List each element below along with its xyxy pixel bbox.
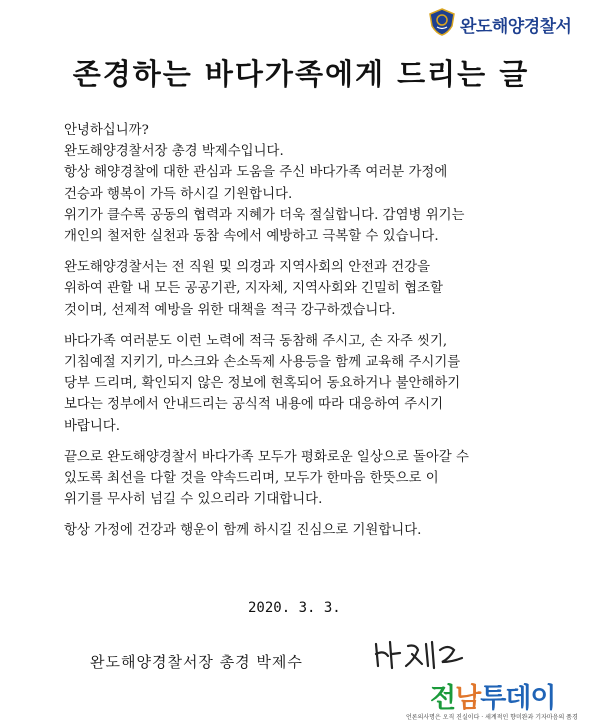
news-logo xyxy=(400,676,600,723)
logo-part-2: 남 xyxy=(455,683,481,714)
letter-date: 2020. 3. 3. xyxy=(248,600,341,616)
body-line: 항상 해양경찰에 대한 관심과 도움을 주신 바다가족 여러분 가정에 xyxy=(64,165,448,181)
paragraph-blessing xyxy=(64,520,584,541)
body-line: 완도해양경찰서는 전 직원 및 의경과 지역사회의 안전과 건강을 xyxy=(64,260,431,276)
body-line: 건승과 행복이 가득 하시길 기원합니다. xyxy=(64,186,293,202)
coast-guard-emblem-icon xyxy=(428,8,456,36)
body-line: 항상 가정에 건강과 행운이 함께 하시길 진심으로 기원합니다. xyxy=(64,523,422,539)
body-line: 위기를 무사히 넘길 수 있으리라 기대합니다. xyxy=(64,492,323,508)
signer-name: 완도해양경찰서장 총경 박제수 xyxy=(90,653,303,671)
body-line: 것이며, 선제적 예방을 위한 대책을 적극 강구하겠습니다. xyxy=(64,302,396,318)
body-line: 완도해양경찰서장 총경 박제수입니다. xyxy=(64,144,284,160)
paragraph-cooperation xyxy=(64,257,584,321)
handwritten-signature xyxy=(370,636,466,676)
body-line: 위기가 클수록 공동의 협력과 지혜가 더욱 절실합니다. 감염병 위기는 xyxy=(64,207,465,223)
body-line: 당부 드리며, 확인되지 않은 정보에 현혹되어 동요하거나 불안해하기 xyxy=(64,376,461,392)
logo-part-1: 전 xyxy=(430,683,456,714)
logo-part-3: 투데이 xyxy=(480,683,556,714)
body-line: 바랍니다. xyxy=(64,418,120,434)
body-line: 있도록 최선을 다할 것을 약속드리며, 모두가 한마음 한뜻으로 이 xyxy=(64,471,439,487)
body-line: 바다가족 여러분도 이런 노력에 적극 동참해 주시고, 손 자주 씻기, xyxy=(64,333,448,349)
body-line: 끝으로 완도해양경찰서 바다가족 모두가 평화로운 일상으로 돌아갈 수 xyxy=(64,449,469,465)
org-name: 완도해양경찰서 xyxy=(460,17,572,37)
letter-body xyxy=(64,120,584,542)
letter-header xyxy=(0,0,602,44)
news-logo-tagline: 언론의사명은 오직 진실이다 · 세계적인 향미완과 기자마음의 품경 xyxy=(406,714,578,721)
news-logo-wordmark xyxy=(430,676,555,715)
body-line: 안녕하십니까? xyxy=(64,123,149,138)
paragraph-greeting xyxy=(64,120,584,247)
body-line: 개인의 철저한 실천과 동참 속에서 예방하고 극복할 수 있습니다. xyxy=(64,229,439,245)
body-line: 기침예절 지키기, 마스크와 손소독제 사용등을 함께 교육해 주시기를 xyxy=(64,355,461,371)
body-line: 위하여 관할 내 모든 공공기관, 지자체, 지역사회와 긴밀히 협조할 xyxy=(64,281,443,297)
paragraph-closing xyxy=(64,447,584,511)
body-line: 보다는 정부에서 안내드리는 공식적 내용에 따라 대응하여 주시기 xyxy=(64,397,444,413)
paragraph-request xyxy=(64,331,584,437)
letter-title: 존경하는 바다가족에게 드리는 글 xyxy=(72,57,530,91)
